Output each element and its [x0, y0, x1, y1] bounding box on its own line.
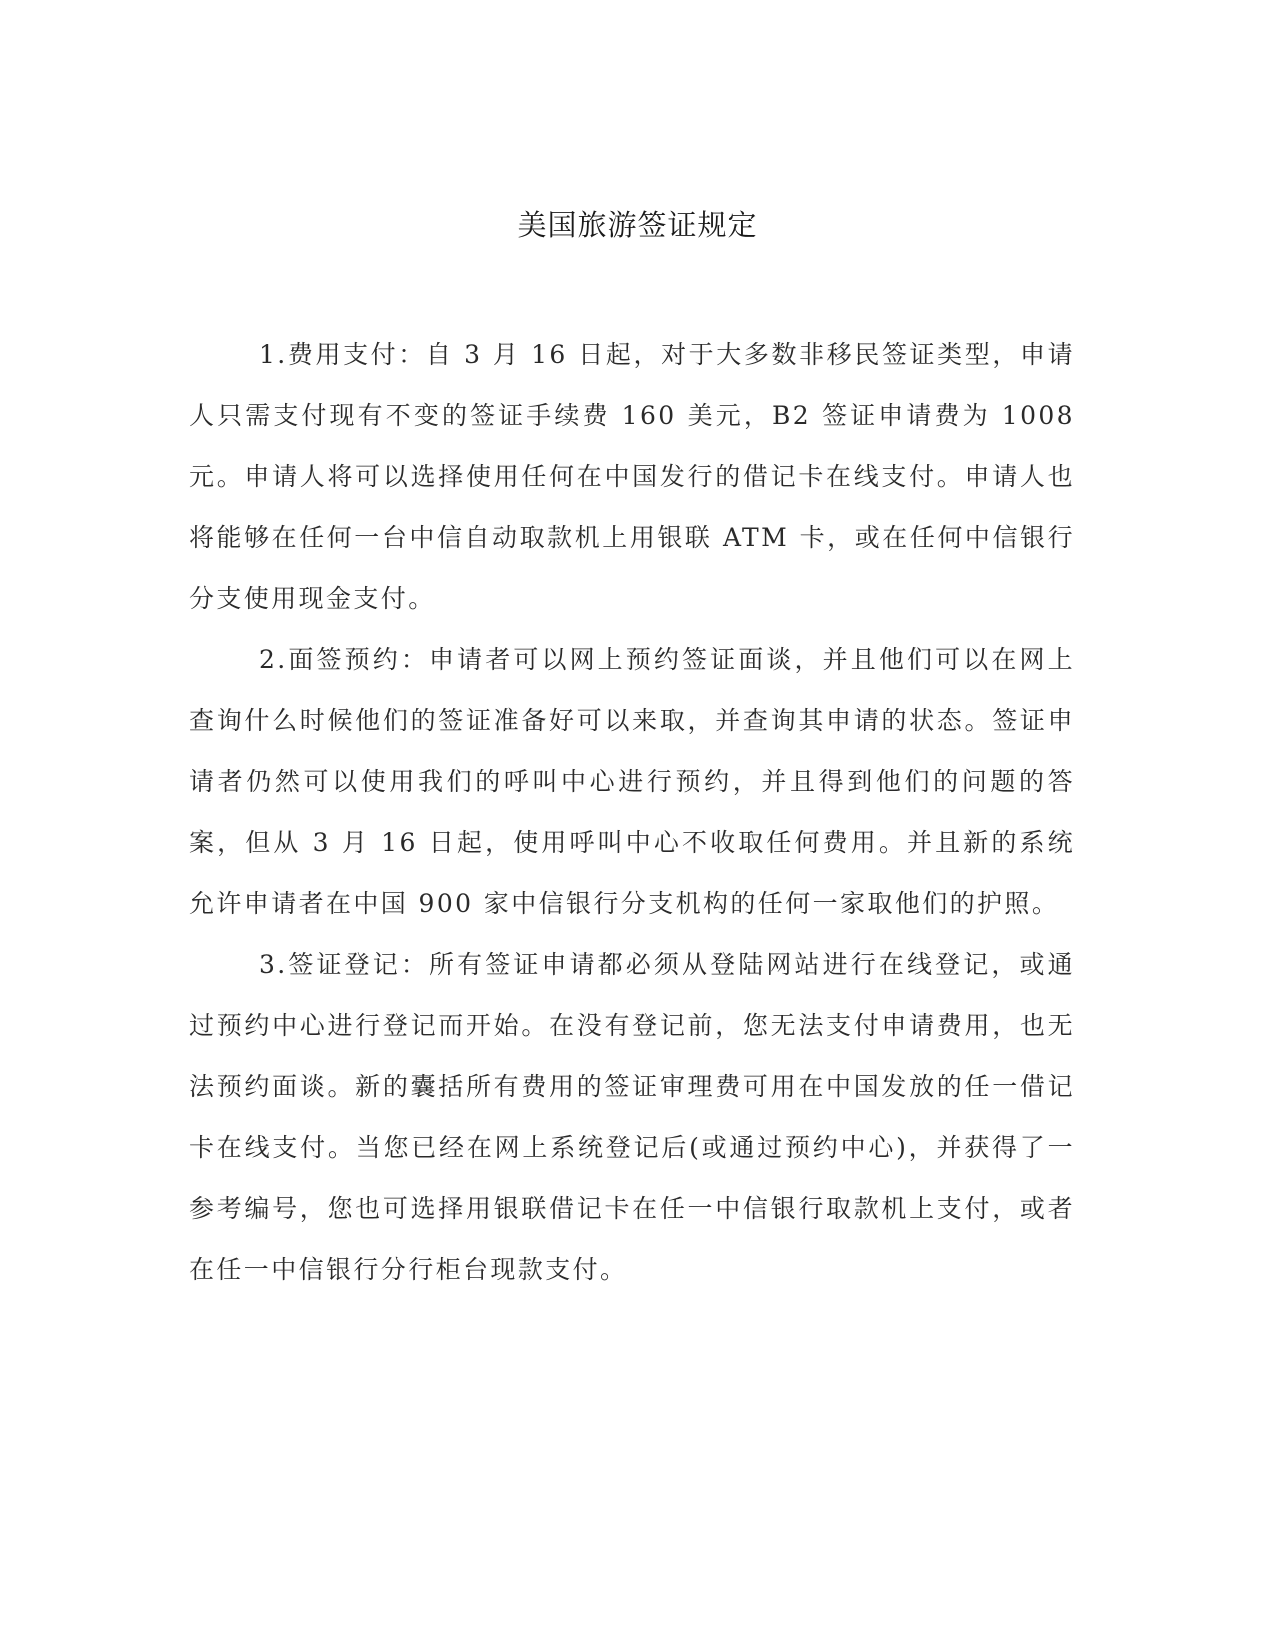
paragraph-fee-payment: 1.费用支付：自 3 月 16 日起，对于大多数非移民签证类型，申请人只需支付现有不变的签证手续费 160 美元，B2 签证申请费为 1008 元。申请人将可以选择使用任何在中国发行的借记卡在线支付。申请人也将能够在任何一台中信自动取款机上用银联 ATM 卡，或在任何中信银行分支使用现金支付。 — [189, 340, 1075, 613]
document-body — [189, 324, 1075, 1300]
paragraph-interview-appointment: 2.面签预约：申请者可以网上预约签证面谈，并且他们可以在网上查询什么时候他们的签证准备好可以来取，并查询其申请的状态。签证申请者仍然可以使用我们的呼叫中心进行预约，并且得到他们的问题的答案，但从 3 月 16 日起，使用呼叫中心不收取任何费用。并且新的系统允许申请者在中国 900 家中信银行分支机构的任何一家取他们的护照。 — [189, 645, 1075, 918]
paragraph-visa-registration: 3.签证登记：所有签证申请都必须从登陆网站进行在线登记，或通过预约中心进行登记而开始。在没有登记前，您无法支付申请费用，也无法预约面谈。新的囊括所有费用的签证审理费可用在中国发放的任一借记卡在线支付。当您已经在网上系统登记后(或通过预约中心)，并获得了一参考编号，您也可选择用银联借记卡在任一中信银行取款机上支付，或者在任一中信银行分行柜台现款支付。 — [189, 950, 1075, 1284]
document-title: 美国旅游签证规定 — [517, 208, 758, 242]
